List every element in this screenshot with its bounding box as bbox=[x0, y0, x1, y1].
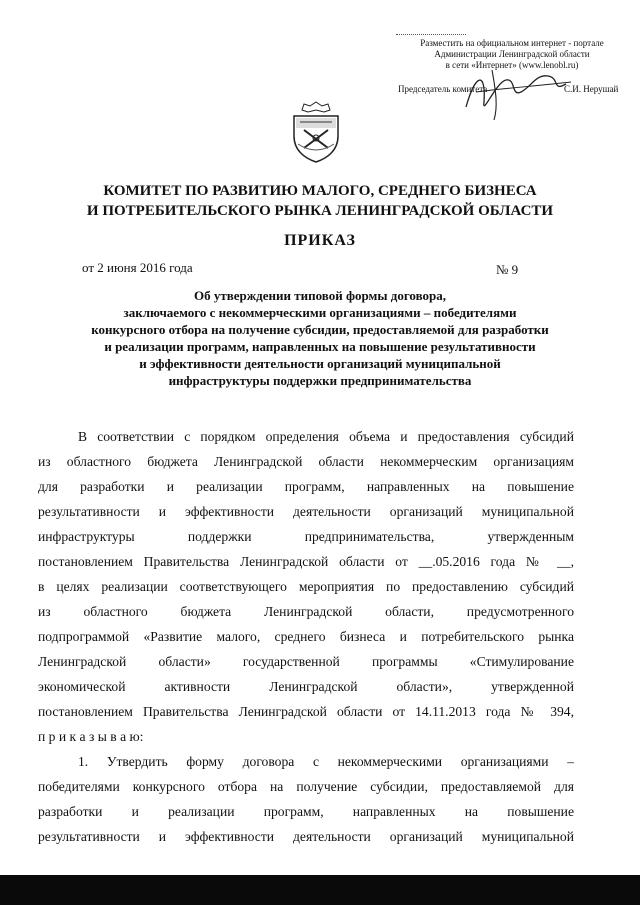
body-line: В соответствии с порядком определения объема и предоставления субсидий bbox=[78, 429, 574, 444]
document-title bbox=[30, 287, 610, 389]
document-number: № 9 bbox=[496, 262, 519, 277]
body-line: Ленинградской области» государственной программы «Стимулирование bbox=[38, 654, 574, 669]
body-line: в целях реализации соответствующего мероприятия по предоставлению субсидий bbox=[38, 579, 574, 594]
body-line: инфраструктуры поддержки предпринимательства, утвержденным bbox=[38, 529, 574, 544]
title-line: конкурсного отбора на получение субсидии, предоставляемой для разработки bbox=[91, 322, 549, 337]
title-line: Об утверждении типовой формы договора, bbox=[193, 288, 446, 303]
coat-of-arms-icon bbox=[286, 100, 346, 164]
body-line: 1. Утвердить форму договора с некоммерческими организациями – bbox=[78, 754, 574, 769]
stamp-line: Администрации Ленинградской области bbox=[434, 49, 590, 59]
body-line: из областного бюджета Ленинградской области, предусмотренного bbox=[38, 604, 574, 619]
handwritten-signature bbox=[456, 62, 576, 122]
org-line: И ПОТРЕБИТЕЛЬСКОГО РЫНКА ЛЕНИНГРАДСКОЙ ОБЛАСТИ bbox=[86, 203, 554, 219]
title-line: и эффективности деятельности организаций муниципальной bbox=[139, 356, 501, 371]
title-line: и реализации программ, направленных на повышение результативности bbox=[104, 339, 536, 354]
body-line: результативности и эффективности деятельности организаций муниципальной bbox=[38, 829, 574, 844]
body-line: победителями конкурсного отбора на получение субсидии, предоставляемой для bbox=[38, 779, 574, 794]
chairman-role: Председатель комитета bbox=[398, 84, 488, 94]
document-date: от 2 июня 2016 года bbox=[82, 260, 193, 275]
body-line: экономической активности Ленинградской области», утвержденной bbox=[38, 679, 574, 694]
body-line: п р и к а з ы в а ю: bbox=[38, 729, 144, 744]
document-type: ПРИКАЗ bbox=[284, 232, 356, 249]
scan-bottom-edge bbox=[0, 875, 640, 905]
stamp-line: в сети «Интернет» (www.lenobl.ru) bbox=[445, 60, 579, 70]
body-line: для разработки и реализации программ, направленных на повышение bbox=[38, 479, 574, 494]
body-line: постановлением Правительства Ленинградской области от __.05.2016 года № __, bbox=[38, 554, 574, 569]
body-line: постановлением Правительства Ленинградской области от 14.11.2013 года № 394, bbox=[38, 704, 574, 719]
body-line: разработки и реализации программ, направленных на повышение bbox=[38, 804, 574, 819]
body-line: результативности и эффективности деятельности организаций муниципальной bbox=[38, 504, 574, 519]
stamp-line: Разместить на официальном интернет - портале bbox=[420, 38, 604, 48]
org-line: КОМИТЕТ ПО РАЗВИТИЮ МАЛОГО, СРЕДНЕГО БИЗНЕСА bbox=[103, 183, 537, 199]
organization-name bbox=[40, 181, 600, 221]
body-line: из областного бюджета Ленинградской области некоммерческим организациям bbox=[38, 454, 574, 469]
body-line: подпрограммой «Развитие малого, среднего бизнеса и потребительского рынка bbox=[38, 629, 574, 644]
title-line: заключаемого с некоммерческими организациями – победителями bbox=[123, 305, 517, 320]
title-line: инфраструктуры поддержки предпринимательства bbox=[168, 373, 472, 388]
document-body bbox=[38, 424, 574, 849]
chairman-name: С.И. Нерушай bbox=[564, 84, 619, 94]
stamp-dotted-line bbox=[396, 34, 466, 35]
